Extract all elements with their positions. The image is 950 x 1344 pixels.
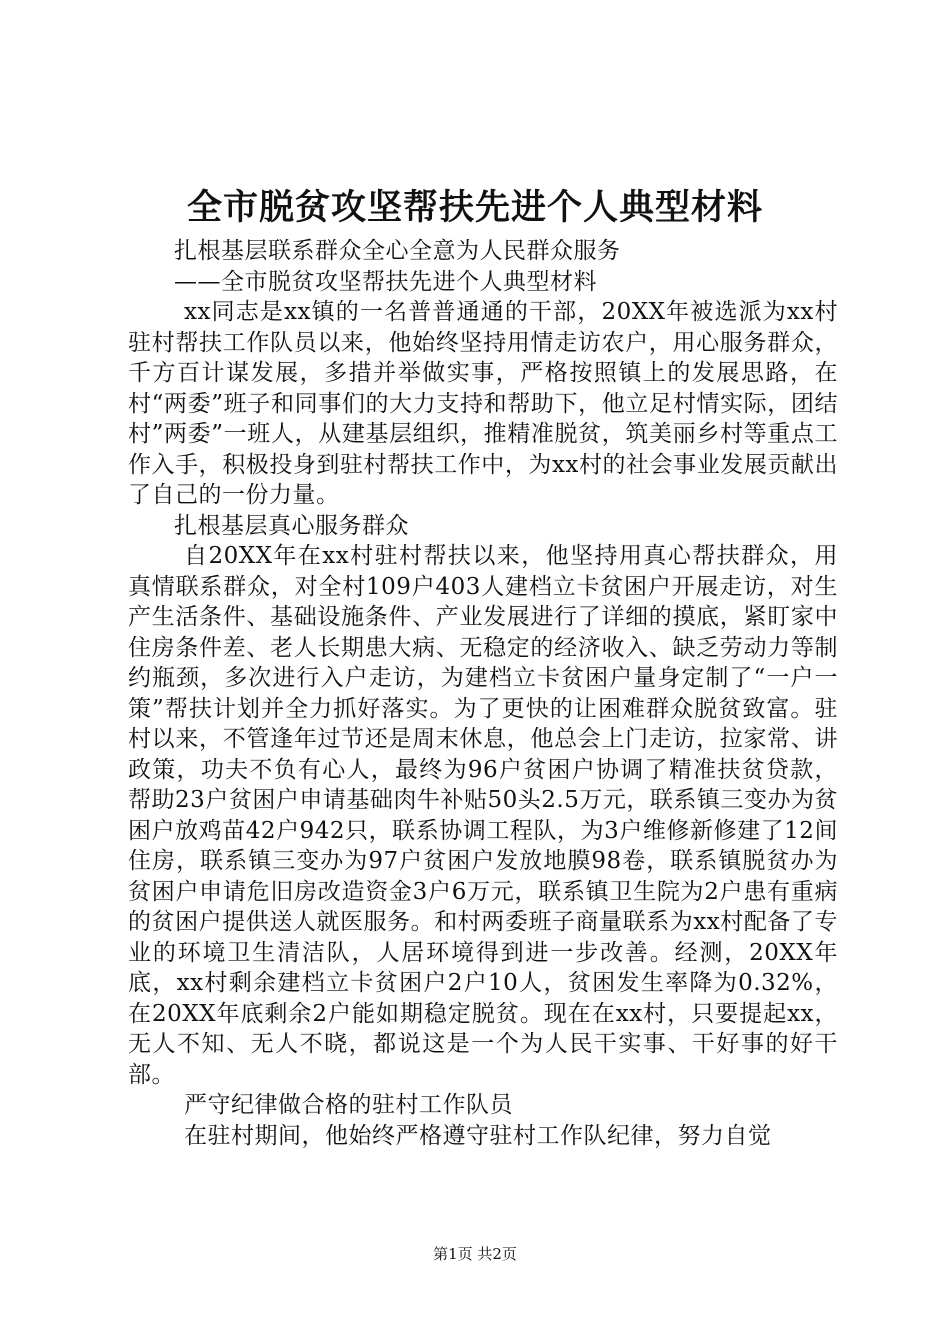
paragraph-intro: xx同志是xx镇的一名普普通通的干部，20XX年被选派为xx村驻村帮扶工作队员以来，他始终坚持用情走访农户，用心服务群众，千方百计谋发展，多措并举做实事，严格按照镇上的发展思路，在村“两委”班子和同事们的大力支持和帮助下，他立足村情实际，团结村”两委”一班人，从建基层组织，推精准脱贫，筑美丽乡村等重点工作入手，积极投身到驻村帮扶工作中，为xx村的社会事业发展贡献出了自己的一份力量。 bbox=[128, 299, 838, 508]
section-heading-2: 严守纪律做合格的驻村工作队员 bbox=[184, 1092, 513, 1118]
paragraph-section-1: 自20XX年在xx村驻村帮扶以来，他坚持用真心帮扶群众，用真情联系群众，对全村109户403人建档立卡贫困户开展走访，对生产生活条件、基础设施条件、产业发展进行了详细的摸底，紧盯家中住房条件差、老人长期患大病、无稳定的经济收入、缺乏劳动力等制约瓶颈，多次进行入户走访，为建档立卡贫困户量身定制了“一户一策”帮扶计划并全力抓好落实。为了更快的让困难群众脱贫致富。驻村以来，不管逢年过节还是周末休息，他总会上门走访，拉家常、讲政策，功夫不负有心人，最终为96户贫困户协调了精准扶贫贷款，帮助23户贫困户申请基础肉牛补贴50头2.5万元，联系镇三变办为贫困户放鸡苗42户942只，联系协调工程队，为3户维修新修建了12间住房，联系镇三变办为97户贫困户发放地膜98卷，联系镇脱贫办为贫困户申请危旧房改造资金3户6万元，联系镇卫生院为2户患有重病的贫困户提供送人就医服务。和村两委班子商量联系为xx村配备了专业的环境卫生清洁队，人居环境得到进一步改善。经测，20XX年底，xx村剩余建档立卡贫困户2户10人，贫困发生率降为0.32%，在20XX年底剩余2户能如期稳定脱贫。现在在xx村，只要提起xx，无人不知、无人不晓，都说这是一个为人民干实事、干好事的好干部。 bbox=[128, 543, 838, 1088]
page-number-footer: 第1页 共2页 bbox=[433, 1245, 517, 1263]
section-heading-1: 扎根基层真心服务群众 bbox=[174, 512, 409, 539]
subtitle-line-1: 扎根基层联系群众全心全意为人民群众服务 bbox=[174, 238, 621, 264]
document-title: 全市脱贫攻坚帮扶先进个人典型材料 bbox=[186, 187, 763, 228]
document-body bbox=[128, 236, 838, 1151]
paragraph-section-2: 在驻村期间，他始终严格遵守驻村工作队纪律，努力自觉 bbox=[184, 1122, 772, 1149]
subtitle-line-2: ——全市脱贫攻坚帮扶先进个人典型材料 bbox=[174, 268, 597, 295]
